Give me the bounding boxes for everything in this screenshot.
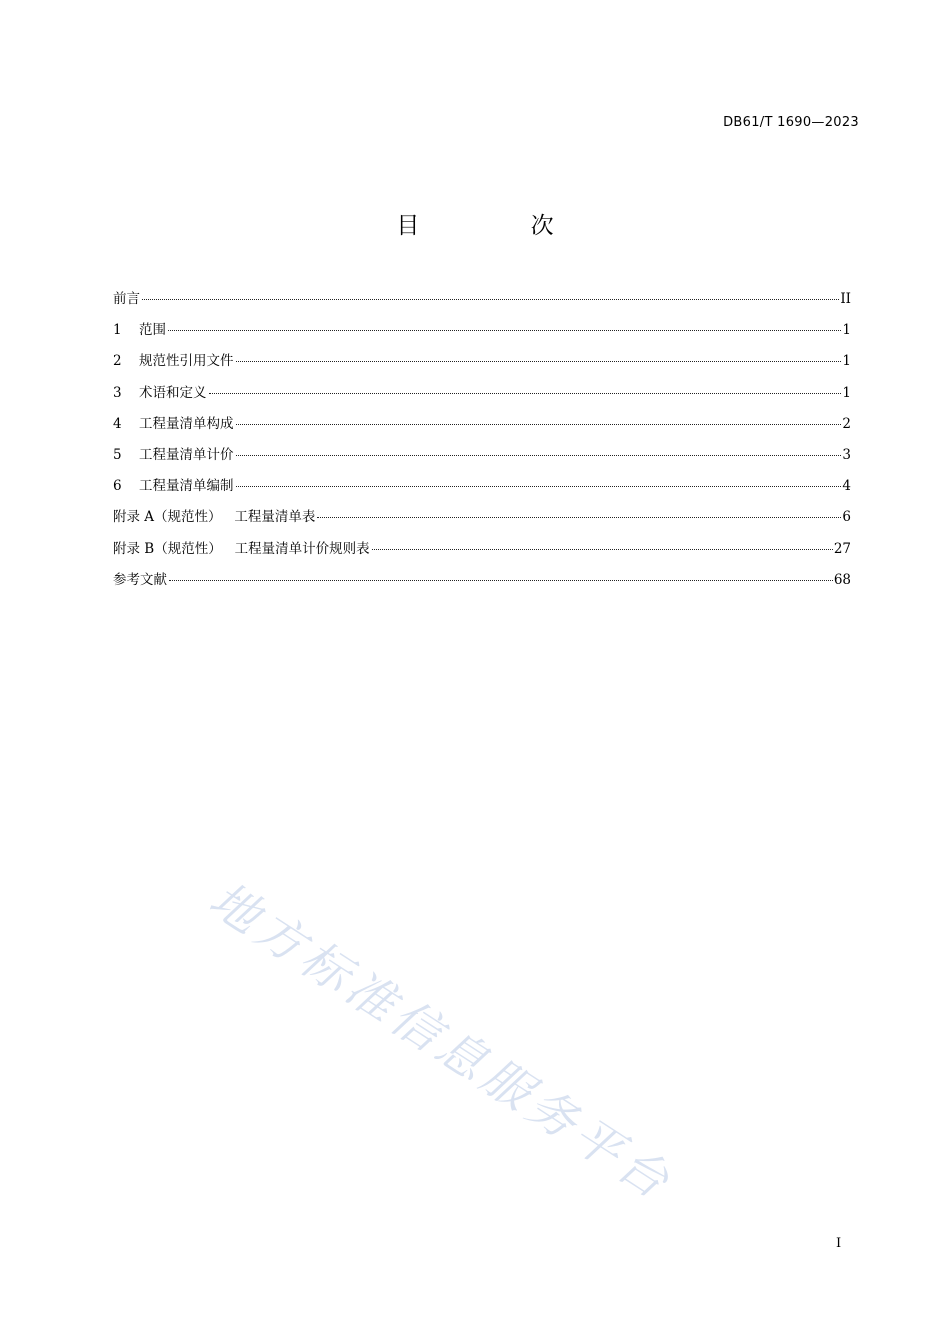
toc-entry-label: 范围 <box>139 322 166 339</box>
toc-entry-number: 4 <box>113 415 122 432</box>
dot-leader <box>169 580 833 581</box>
dot-leader <box>317 517 841 518</box>
toc-entry-bill-compilation[interactable] <box>113 474 851 505</box>
toc-entry-foreword[interactable] <box>113 287 851 318</box>
toc-entry-label: 参考文献 <box>113 571 167 588</box>
toc-entry-label: 附录 A（规范性） 工程量清单表 <box>113 509 316 526</box>
toc-entry-scope[interactable] <box>113 318 851 349</box>
toc-entry-page: 4 <box>842 478 851 495</box>
toc-entry-appendix-b[interactable] <box>113 537 851 568</box>
toc-entry-label: 术语和定义 <box>139 384 207 401</box>
watermark: 地方标准信息服务平台 <box>199 871 683 1213</box>
dot-leader <box>209 393 842 394</box>
toc-entry-label: 附录 B（规范性） 工程量清单计价规则表 <box>113 540 370 557</box>
dot-leader <box>236 424 842 425</box>
toc-entry-label: 前言 <box>113 291 140 307</box>
toc-entry-label: 工程量清单编制 <box>139 478 234 495</box>
toc-entry-bill-composition[interactable] <box>113 412 851 443</box>
toc-entry-label: 规范性引用文件 <box>139 353 234 370</box>
toc-entry-page: 6 <box>842 509 851 526</box>
toc-entry-page: 27 <box>833 540 851 557</box>
toc-entry-bill-pricing[interactable] <box>113 443 851 474</box>
toc-entry-page: 2 <box>842 415 851 432</box>
dot-leader <box>142 299 839 300</box>
dot-leader <box>372 549 833 550</box>
toc-entry-label: 工程量清单构成 <box>139 415 234 432</box>
toc-entry-appendix-a[interactable] <box>113 505 851 536</box>
toc-entry-terms-definitions[interactable] <box>113 381 851 412</box>
toc-entry-number: 6 <box>113 478 122 495</box>
toc-entry-normative-references[interactable] <box>113 349 851 380</box>
toc-entry-number: 5 <box>113 446 122 463</box>
dot-leader <box>168 330 841 331</box>
toc-entry-label: 工程量清单计价 <box>139 446 234 463</box>
dot-leader <box>236 361 842 362</box>
toc-entry-bibliography[interactable] <box>113 568 851 599</box>
toc-entry-number: 3 <box>113 384 122 401</box>
document-code: DB61/T 1690—2023 <box>723 115 859 130</box>
toc-entry-number: 1 <box>113 322 122 339</box>
dot-leader <box>236 486 842 487</box>
toc-title: 目 次 <box>396 213 606 239</box>
toc-entry-page: 1 <box>842 384 851 401</box>
dot-leader <box>236 455 842 456</box>
toc-entry-number: 2 <box>113 353 122 370</box>
toc-entry-page: 1 <box>842 353 851 370</box>
toc-entry-page: II <box>840 291 851 307</box>
toc-entry-page: 1 <box>842 322 851 339</box>
page-number: I <box>836 1236 842 1251</box>
table-of-contents <box>113 287 851 599</box>
toc-entry-page: 68 <box>833 571 851 588</box>
toc-entry-page: 3 <box>842 446 851 463</box>
